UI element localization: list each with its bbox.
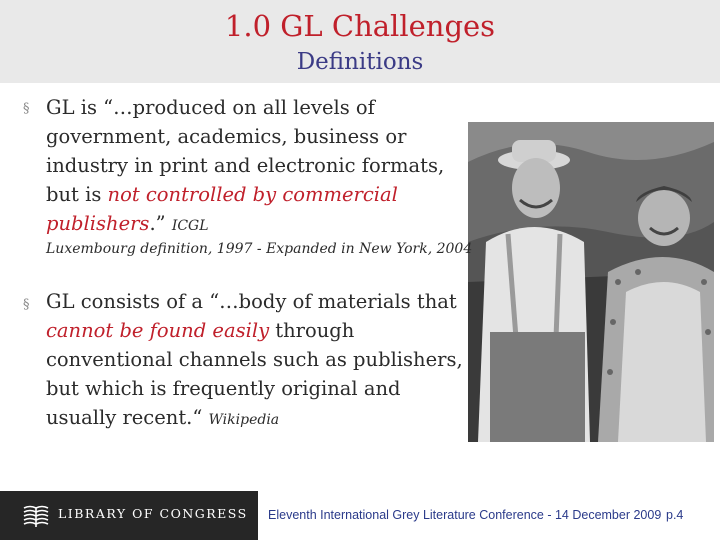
bullet-1-source: ICGL	[171, 218, 209, 234]
slide-title: 1.0 GL Challenges	[224, 9, 496, 43]
bullet-2-source: Wikipedia	[208, 412, 280, 428]
bullet-marker: §	[23, 101, 30, 116]
bullet-1-source-continued: Luxembourg definition, 1997 - Expanded in New York, 2004	[46, 241, 473, 257]
slide-header	[0, 0, 720, 83]
bullet-1-text-a: GL is “…produced on all levels of government, academics, business or industry in print and electronic formats, but is	[46, 96, 445, 206]
library-of-congress-banner	[0, 491, 258, 540]
bullet-2-text	[46, 287, 476, 435]
conference-caption: Eleventh International Grey Literature Conference - 14 December 2009	[268, 508, 662, 522]
bullet-2-text-b: through conventional channels such as publishers, but which is frequently original and usually recent.“	[46, 319, 463, 429]
library-of-congress-text: LIBRARY OF CONGRESS	[58, 506, 248, 521]
bullet-1-text	[46, 93, 476, 241]
slide-footer	[0, 491, 720, 540]
bullet-1-text-b: .”	[149, 212, 172, 235]
library-of-congress-logo-icon	[20, 500, 52, 532]
bullet-2-text-a: GL consists of a “…body of materials that	[46, 290, 457, 313]
slide-subtitle: Definitions	[296, 49, 424, 75]
page-number: p.4	[666, 508, 684, 522]
bullet-1-emphasis: not controlled by commercial publishers	[46, 183, 398, 235]
photo-laughing-farmers	[468, 122, 714, 442]
bullet-marker: §	[23, 297, 30, 312]
bullet-2-emphasis: cannot be found easily	[46, 319, 270, 342]
